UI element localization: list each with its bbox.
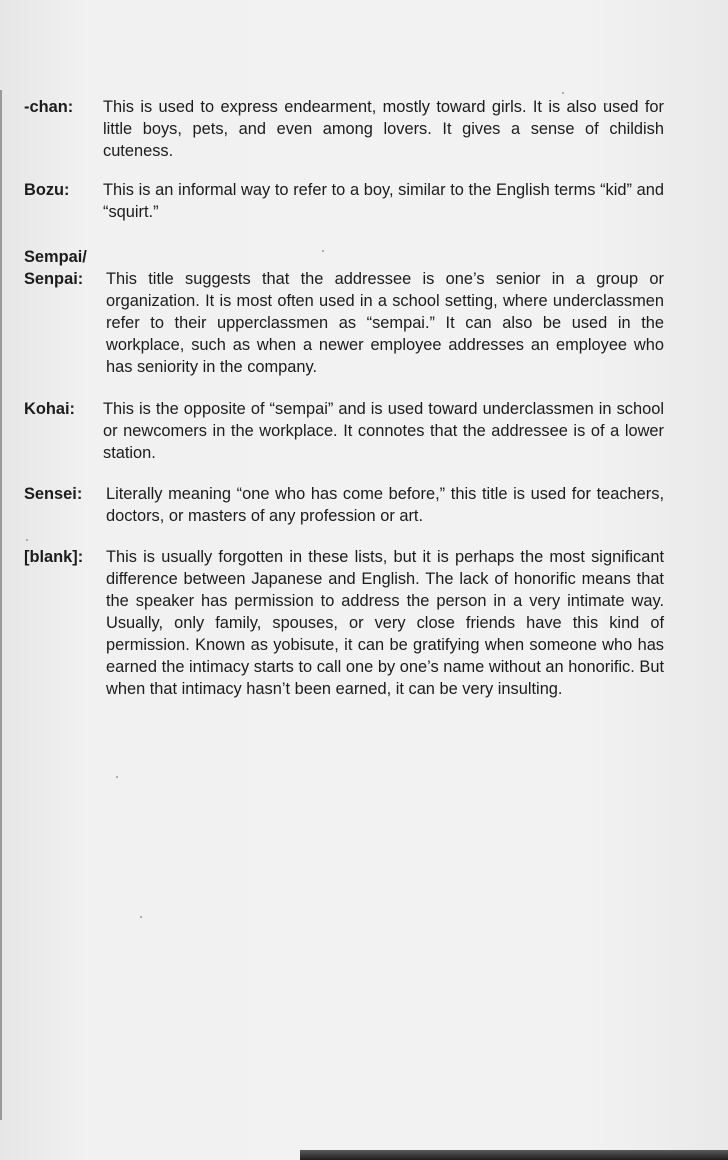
glossary-definition: This is an informal way to refer to a boy, similar to the English terms “kid” and “squirt.” <box>103 181 664 221</box>
paper-speck <box>116 776 118 778</box>
glossary-definition: This title suggests that the addressee is one’s senior in a group or organization. It is most often used in a school setting, where underclassmen refer to their upperclassmen as “sempai.” It can also be used in the workplace, such as when a newer employee addresses an employee who has seniority in the company. <box>106 270 664 376</box>
glossary-term-line1: Sempai/ <box>24 248 87 266</box>
glossary-entry-sempai <box>24 246 664 378</box>
glossary-term: Bozu: <box>24 181 70 199</box>
glossary-term: [blank]: <box>24 548 84 566</box>
glossary-term: Sensei: <box>24 485 83 503</box>
glossary-term: -chan: <box>24 98 74 116</box>
glossary-entry-bozu <box>24 179 664 223</box>
paper-speck <box>562 92 564 94</box>
glossary-definition: This is the opposite of “sempai” and is used toward underclassmen in school or newcomers in the workplace. It connotes that the addressee is of a lower station. <box>103 400 664 462</box>
paper-speck <box>26 539 28 541</box>
glossary-definition: This is used to express endearment, mostly toward girls. It is also used for little boys, pets, and even among lovers. It gives a sense of childish cuteness. <box>103 98 664 160</box>
page-left-edge <box>0 90 2 1120</box>
glossary-term: Senpai: <box>24 270 84 288</box>
glossary-definition: Literally meaning “one who has come before,” this title is used for teachers, doctors, or masters of any profession or art. <box>106 485 664 525</box>
glossary-entry-kohai <box>24 398 664 464</box>
glossary-term: Kohai: <box>24 400 75 418</box>
glossary-entry-sensei <box>24 483 664 527</box>
paper-speck <box>140 916 142 918</box>
glossary-entry-chan <box>24 96 664 162</box>
glossary-entry-blank <box>24 546 664 700</box>
page-bottom-edge <box>300 1150 728 1160</box>
glossary-definition: This is usually forgotten in these lists, but it is perhaps the most significant difference between Japanese and English. The lack of honorific means that the speaker has permission to address the person in a very intimate way. Usually, only family, spouses, or very close friends have this kind of permission. Known as yobisute, it can be gratifying when someone who has earned the intimacy starts to call one by one’s name without an honorific. But when that intimacy hasn’t been earned, it can be very insulting. <box>106 548 664 698</box>
